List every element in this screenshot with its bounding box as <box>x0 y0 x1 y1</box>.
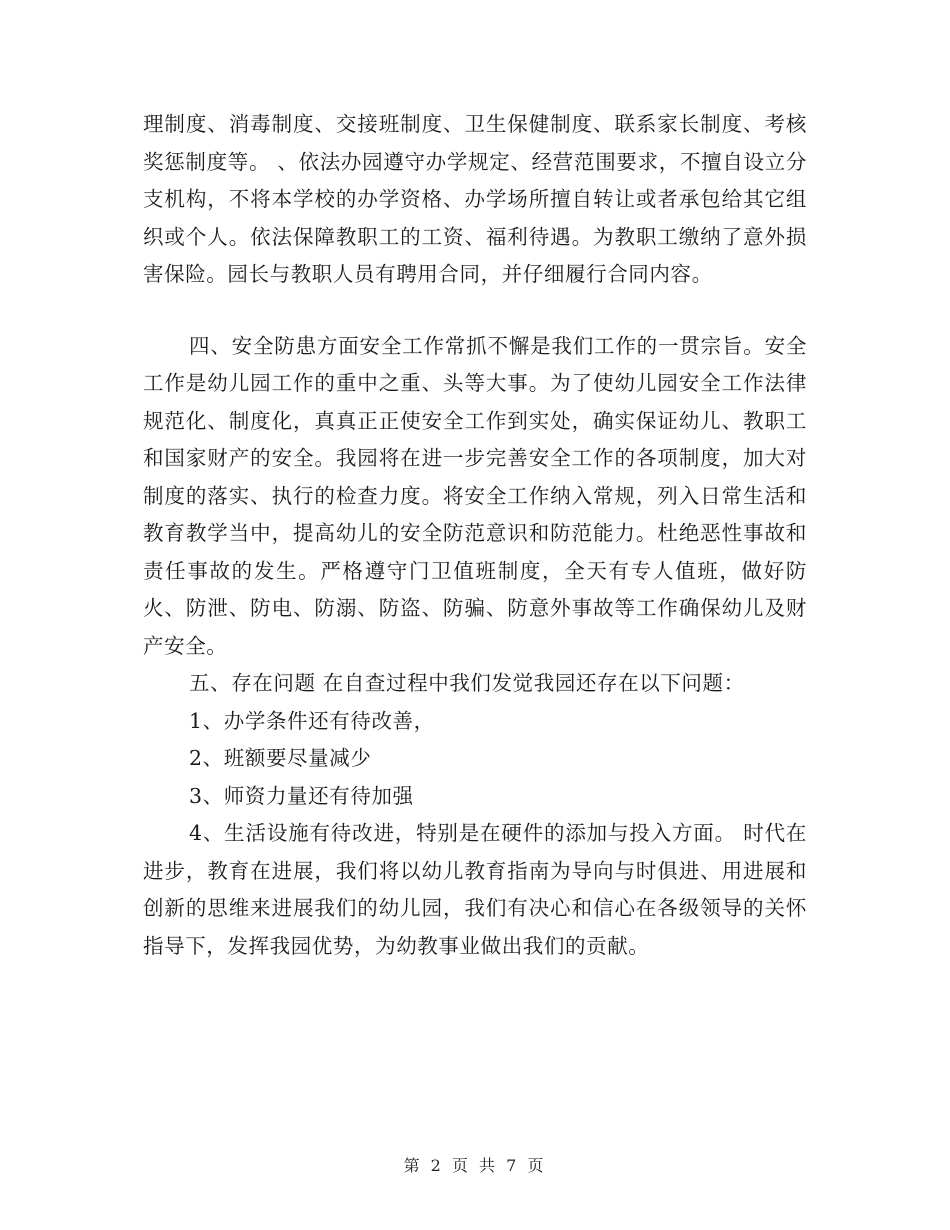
paragraph-regulations: 理制度、消毒制度、交接班制度、卫生保健制度、联系家长制度、考核奖惩制度等。 、依法办园遵守办学规定、经营范围要求，不擅自设立分支机构，不将本学校的办学资格、办学场所擅自转让或者承包给其它组织或个人。依法保障教职工的工资、福利待遇。为教职工缴纳了意外损害保险。园长与教职人员有聘用合同，并仔细履行合同内容。 <box>143 112 807 286</box>
list-item-problem-1: 1、办学条件还有待改善， <box>189 708 435 733</box>
paragraph-gap <box>143 294 807 328</box>
paragraph-safety: 四、安全防患方面安全工作常抓不懈是我们工作的一贯宗旨。安全工作是幼儿园工作的重中之重、头等大事。为了使幼儿园安全工作法律规范化、制度化，真真正正使安全工作到实处，确实保证幼儿、教职工和国家财产的安全。我园将在进一步完善安全工作的各项制度，加大对制度的落实、执行的检查力度。将安全工作纳入常规，列入日常生活和教育教学当中，提高幼儿的安全防范意识和防范能力。杜绝恶性事故和责任事故的发生。严格遵守门卫值班制度，全天有专人值班，做好防火、防泄、防电、防溺、防盗、防骗、防意外事故等工作确保幼儿及财产安全。 <box>143 333 807 658</box>
paragraph-problem-4-conclusion: 4、生活设施有待改进，特别是在硬件的添加与投入方面。 时代在进步，教育在进展，我们将以幼儿教育指南为导向与时俱进、用进展和创新的思维来进展我们的幼儿园，我们有决心和信心在各级领导的关怀指导下，发挥我园优势，为幼教事业做出我们的贡献。 <box>143 821 807 958</box>
paragraph-problems-heading: 五、存在问题 在自查过程中我们发觉我园还存在以下问题： <box>189 671 745 695</box>
document-body <box>143 106 807 965</box>
page-number-footer: 第 2 页 共 7 页 <box>403 1156 547 1175</box>
list-item-problem-3: 3、师资力量还有待加强 <box>189 783 414 808</box>
list-item-problem-2: 2、班额要尽量减少 <box>189 746 372 770</box>
